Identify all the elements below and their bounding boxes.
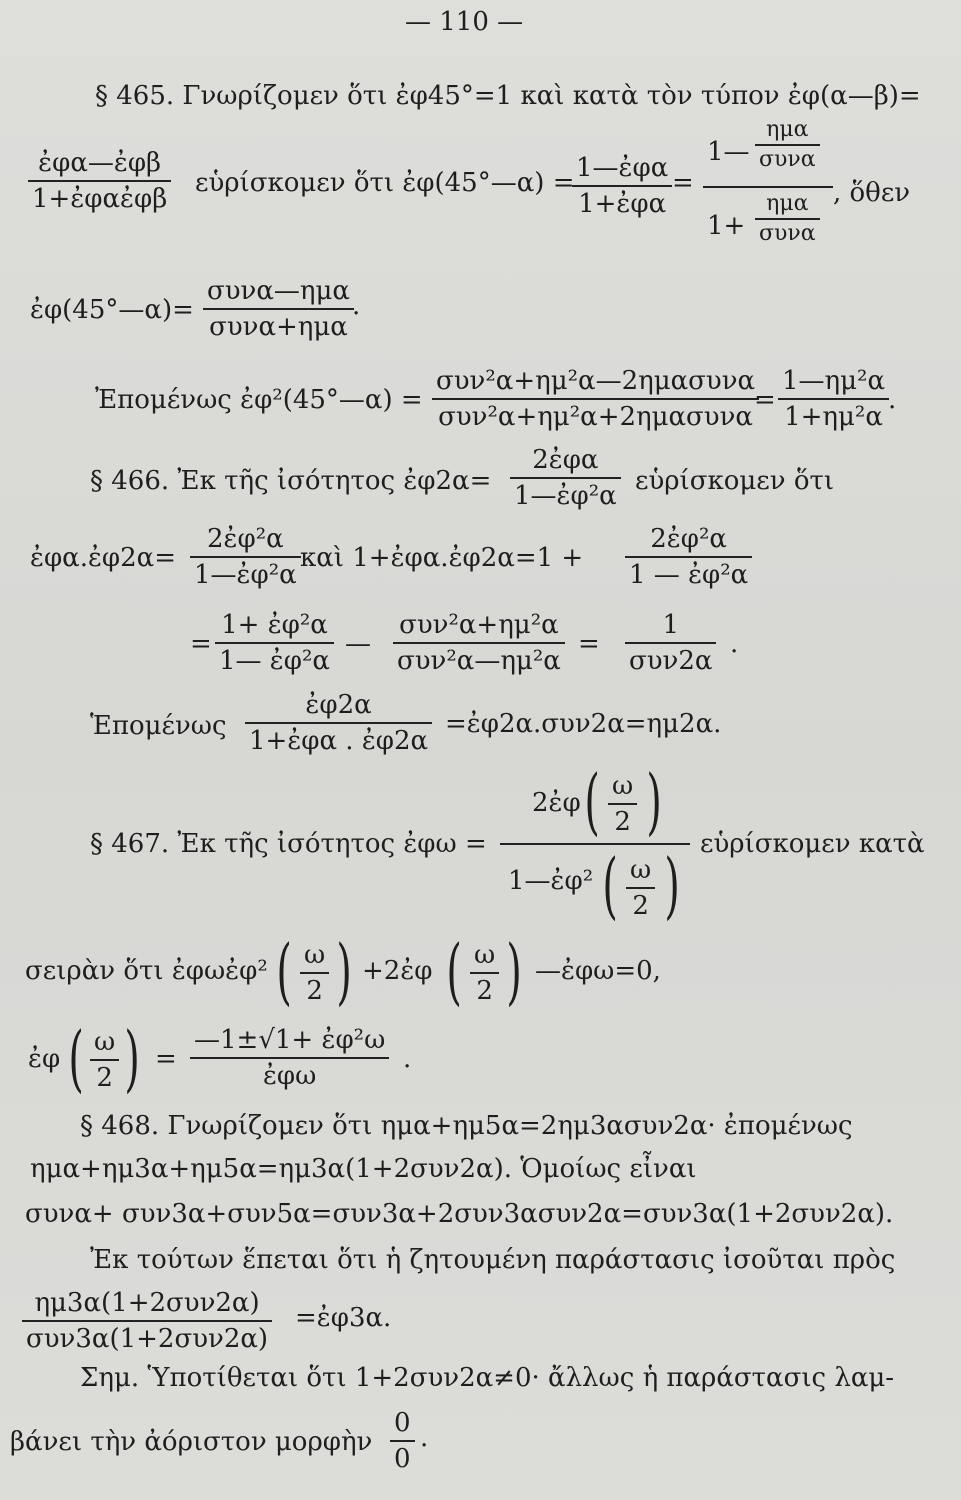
inner-fraction-omega [626, 855, 655, 921]
s467-tail: —ἐφω=0, [535, 956, 661, 986]
s466-mid: καὶ 1+ἐφα.ἐφ2α=1 + [300, 543, 584, 573]
equals-sign: = [578, 629, 600, 659]
fraction-denominator: 2 [476, 976, 493, 1006]
left-paren: ( [584, 759, 600, 843]
s468-line3: συνα+ συν3α+συν5α=συν3α+2συν3ασυν2α=συν3α(1+2συν2α). [25, 1199, 894, 1229]
fraction-numerator: συνα—ημα [203, 276, 354, 310]
note-line1: Σημ. Ὑποτίθεται ὅτι 1+2συν2α≠0· ἄλλως ἡ παράστασις λαμ- [80, 1363, 895, 1393]
left-paren: ( [68, 1016, 84, 1100]
right-paren: ) [124, 1016, 140, 1100]
left-paren: ( [446, 929, 462, 1013]
fraction-denominator: 2 [306, 976, 323, 1006]
fraction-numerator: ω [90, 1027, 119, 1061]
s466-intro: § 466. Ἐκ τῆς ἰσότητος ἐφ2α= [90, 466, 492, 496]
s468-line4: Ἐκ τούτων ἕπεται ὅτι ἡ ζητουμένη παράστασις ἰσοῦται πρὸς [90, 1245, 896, 1275]
minus-sign: — [345, 629, 371, 659]
fraction-1-plus-tan2 [215, 610, 334, 676]
equals-sign: = [190, 629, 212, 659]
right-paren: ) [336, 929, 352, 1013]
fraction-numerator: 1 [625, 610, 716, 644]
fraction-numerator: ω [626, 855, 655, 889]
fraction-bar [500, 843, 690, 845]
equals-sign: = [672, 168, 694, 198]
fraction-numerator: ω [470, 940, 499, 974]
fraction-numerator: συν²α+ημ²α [393, 610, 565, 644]
fraction-tan2a-over [245, 690, 432, 756]
fraction-numerator: 2ἐφ²α [625, 524, 752, 558]
right-paren: ) [646, 759, 662, 843]
fraction-numerator: ἐφ2α [245, 690, 432, 724]
s468-line1: § 468. Γνωρίζομεν ὅτι ημα+ημ5α=2ημ3ασυν2α· ἐπομένως [80, 1111, 853, 1141]
fraction-denominator: 1+ημ²α [784, 402, 883, 432]
fraction-denominator: 2 [96, 1063, 113, 1093]
compound-num-lead: 1— [707, 137, 750, 167]
fraction-numerator: 2ἐφα [510, 445, 621, 479]
note-line2: βάνει τὴν ἀόριστον μορφὴν [10, 1427, 373, 1457]
equals-sign: = [754, 385, 776, 415]
s467-plus: +2ἐφ [362, 956, 433, 986]
fraction-denominator: συνα+ημα [209, 312, 348, 342]
fraction-1-tan [572, 153, 672, 219]
paren-fraction-omega [470, 940, 499, 1006]
fraction-numerator: 2ἐφ²α [190, 524, 301, 558]
fraction-root-solution [190, 1025, 389, 1091]
denominator-lead: 1—ἐφ² [508, 866, 594, 896]
fraction-denominator: 2 [614, 807, 631, 837]
fraction-denominator: 1 — ἐφ²α [629, 560, 749, 590]
fraction-denominator: συν2α [629, 646, 713, 676]
fraction-denominator: συν²α—ημ²α [397, 646, 561, 676]
fraction-sin3a-over-cos3a [22, 1288, 272, 1354]
s465-line1: § 465. Γνωρίζομεν ὅτι ἐφ45°=1 καὶ κατὰ τὸν τύπον ἐφ(α—β)= [95, 81, 921, 111]
compound-den-lead: 1+ [707, 211, 746, 241]
fraction-denominator: 1—ἐφ²α [194, 560, 297, 590]
s466-lhs: ἐφα.ἐφ2α= [30, 543, 177, 573]
fraction-numerator: ημα [755, 118, 820, 146]
fraction-1-over-cos2a [625, 610, 716, 676]
fraction-denominator: 1—ἐφ²α [514, 481, 617, 511]
fraction-numerator: ημ3α(1+2συν2α) [22, 1288, 272, 1322]
fraction-cos2-sin2 [393, 610, 565, 676]
fraction-denominator: συν²α+ημ²α+2ημασυνα [438, 402, 753, 432]
s467-series: σειρὰν ὅτι ἐφωἐφ² [25, 956, 268, 986]
fraction-1-sin2 [778, 366, 889, 432]
compound-fraction [703, 118, 833, 258]
fraction-denominator: 0 [394, 1444, 411, 1474]
fraction-numerator: ημα [755, 192, 820, 220]
period: . [420, 1423, 429, 1453]
period: . [403, 1044, 412, 1074]
fraction-tan2a [510, 445, 621, 511]
right-paren: ) [506, 929, 522, 1013]
numerator-lead: 2ἐφ [532, 788, 581, 818]
inner-fraction-bottom [755, 192, 820, 246]
s467-lhs: ἐφ [28, 1044, 61, 1074]
fraction-numerator: 1—ημ²α [778, 366, 889, 400]
fraction-tan-difference [28, 148, 171, 214]
inner-fraction-top [755, 118, 820, 172]
fraction-denominator: συνα [759, 221, 816, 246]
fraction-denominator: συνα [759, 147, 816, 172]
equals-sign: = [155, 1044, 177, 1074]
period: . [730, 629, 739, 659]
s468-result: =ἐφ3α. [295, 1303, 392, 1333]
fraction-2tan2-b [625, 524, 752, 590]
s468-line2: ημα+ημ3α+ημ5α=ημ3α(1+2συν2α). Ὁμοίως εἶναι [30, 1154, 697, 1184]
fraction-2tan2 [190, 524, 301, 590]
fraction-numerator: 1+ ἐφ²α [215, 610, 334, 644]
fraction-numerator: —1±√1+ ἐφ²ω [190, 1025, 389, 1059]
fraction-numerator: 1—ἐφα [572, 153, 672, 187]
s465-consequently: Ἐπομένως ἐφ²(45°—α) = [95, 385, 423, 415]
s466-find: εὑρίσκομεν ὅτι [635, 466, 835, 496]
fraction-denominator: 1— ἐφ²α [219, 646, 330, 676]
s466-consequently: Ἑπομένως [90, 711, 227, 741]
s467-intro: § 467. Ἐκ τῆς ἰσότητος ἐφω = [90, 829, 487, 859]
period: . [888, 385, 897, 415]
s466-result: =ἐφ2α.συν2α=ημ2α. [445, 709, 722, 739]
left-paren: ( [276, 929, 292, 1013]
period: . [352, 291, 361, 321]
fraction-denominator: 1+ἐφαἐφβ [32, 184, 168, 214]
right-paren: ) [664, 843, 680, 927]
fraction-denominator: ἐφω [262, 1061, 317, 1091]
fraction-squared-expansion [432, 366, 759, 432]
fraction-denominator: 2 [632, 891, 649, 921]
fraction-numerator: 0 [390, 1408, 415, 1442]
fraction-denominator: 1+ἐφα . ἐφ2α [249, 726, 429, 756]
s465-find-text: εὑρίσκομεν ὅτι ἐφ(45°—α) = [195, 168, 575, 198]
paren-fraction-omega [300, 940, 329, 1006]
fraction-denominator: συν3α(1+2συν2α) [26, 1324, 269, 1354]
s465-hence: , ὅθεν [833, 178, 911, 208]
s465-lhs2: ἐφ(45°—α)= [30, 295, 194, 325]
inner-fraction-omega [608, 771, 637, 837]
compound-fraction-bar [703, 186, 833, 188]
fraction-denominator: 1+ἐφα [578, 189, 667, 219]
s467-find: εὑρίσκομεν κατὰ [700, 829, 925, 859]
fraction-tan-omega [500, 759, 690, 927]
fraction-cos-sin [203, 276, 354, 342]
paren-fraction-omega [90, 1027, 119, 1093]
fraction-numerator: συν²α+ημ²α—2ημασυνα [432, 366, 759, 400]
fraction-numerator: ω [300, 940, 329, 974]
fraction-numerator: ω [608, 771, 637, 805]
fraction-numerator: ἐφα—ἐφβ [28, 148, 171, 182]
fraction-zero-over-zero [390, 1408, 415, 1474]
page-number: — 110 — [405, 7, 524, 37]
left-paren: ( [602, 843, 618, 927]
